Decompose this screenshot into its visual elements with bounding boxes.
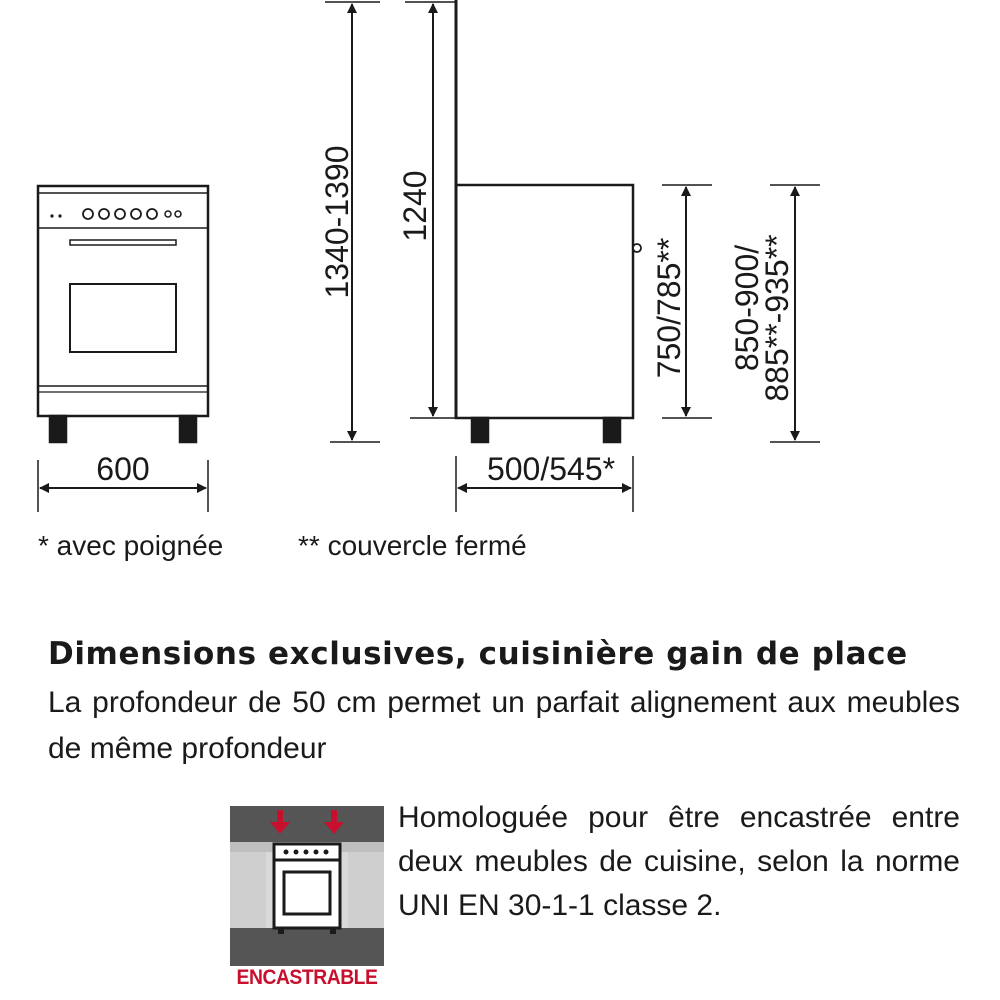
encastrable-badge: [230, 806, 384, 998]
total-height-label: 1340-1390: [319, 145, 355, 299]
depth-label: 500/545*: [486, 451, 616, 487]
built-in-cooker-icon: [230, 806, 384, 966]
feature-title: Dimensions exclusives, cuisinière gain de place: [48, 636, 908, 672]
note-with-handle: * avec poignée: [38, 530, 224, 561]
lid-height-label: 1240: [397, 170, 433, 242]
cooker-side-view: [456, 0, 641, 442]
note-lid-closed: ** couvercle fermé: [298, 530, 527, 561]
width-label: 600: [96, 451, 150, 487]
side-height-label: 750/785**: [651, 237, 687, 379]
feature-description: La profondeur de 50 cm permet un parfait alignement aux meubles de même profondeur: [48, 686, 960, 765]
adjustable-height-label-line2: 885**-935**: [759, 234, 795, 402]
cooker-front-view: [38, 186, 208, 442]
homologation-text: Homologuée pour être encastrée entre deux meubles de cuisine, selon la norme UNI EN 30-1-1 classe 2.: [398, 801, 960, 922]
encastrable-label: ENCASTRABLE: [236, 966, 378, 989]
adjustable-height-label-line1: 850-900/: [729, 244, 765, 372]
